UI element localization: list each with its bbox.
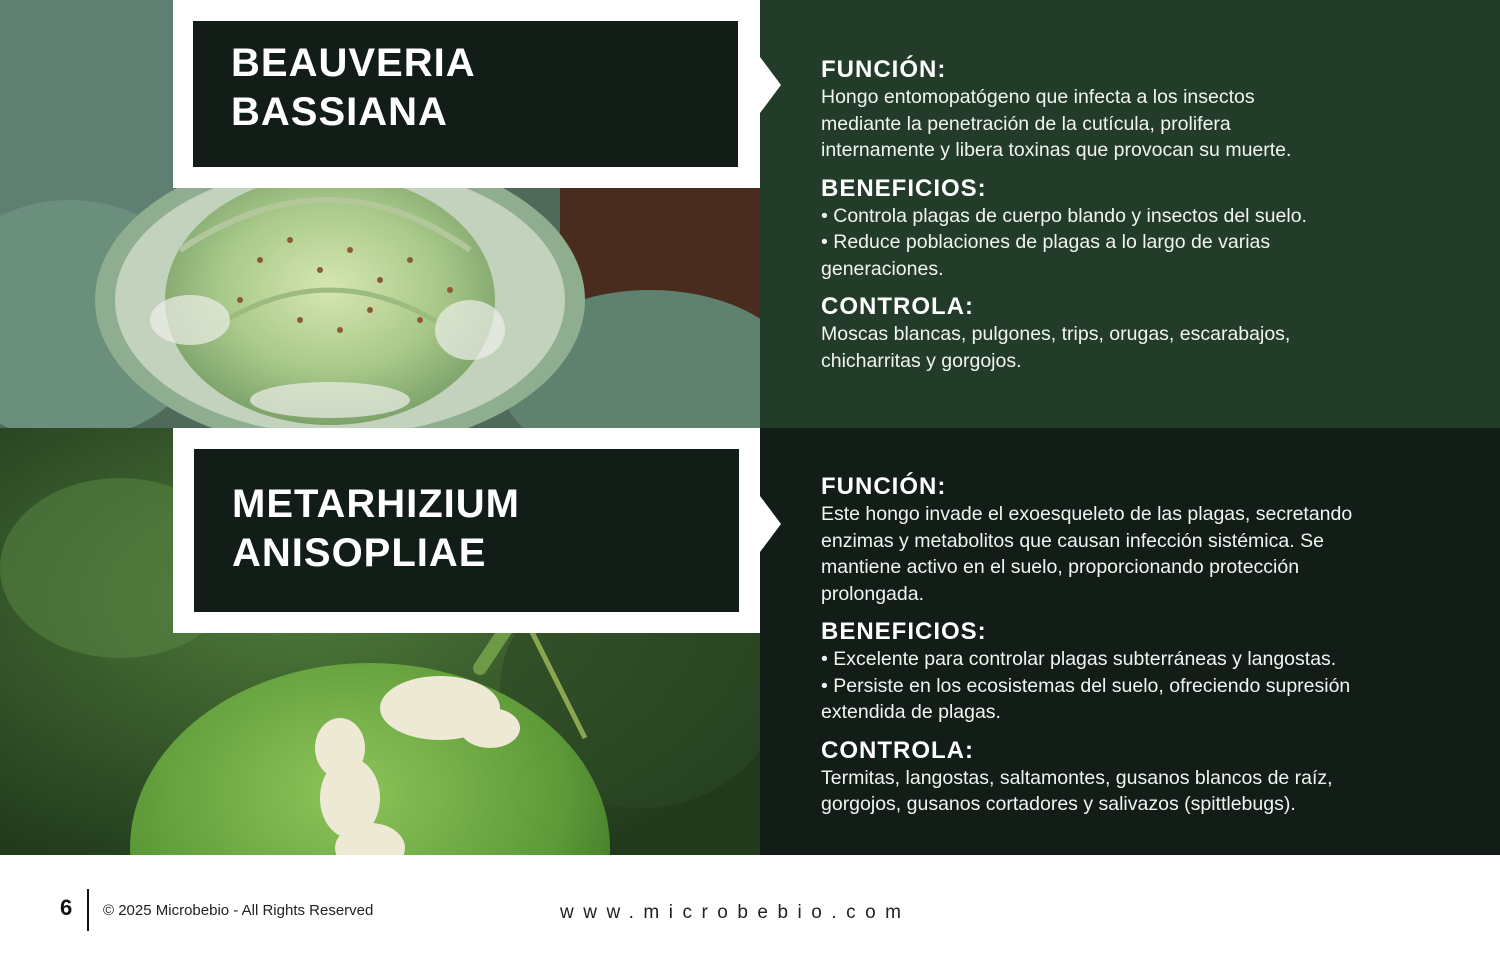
- controla-line: chicharritas y gorgojos.: [821, 349, 1022, 372]
- website-link[interactable]: www.microbebio.com: [560, 902, 911, 923]
- pointer-arrow: [760, 496, 781, 552]
- beneficios-heading: BENEFICIOS:: [821, 618, 987, 645]
- title-line: BASSIANA: [231, 90, 448, 134]
- funcion-line: enzimas y metabolitos que causan infección sistémica. Se: [821, 529, 1324, 552]
- funcion-heading: FUNCIÓN:: [821, 56, 947, 83]
- page-number: 6: [60, 895, 73, 920]
- funcion-line: Este hongo invade el exoesqueleto de las plagas, secretando: [821, 503, 1353, 525]
- funcion-line: prolongada.: [821, 582, 925, 605]
- beneficios-line: • Controla plagas de cuerpo blando y insectos del suelo.: [821, 204, 1307, 227]
- beneficios-heading: BENEFICIOS:: [821, 174, 987, 202]
- page-footer: [0, 855, 1500, 955]
- info-panel: [760, 0, 1500, 428]
- section-title: [232, 480, 520, 578]
- title-box: [194, 449, 739, 612]
- controla-line: Termitas, langostas, saltamontes, gusanos blancos de raíz,: [821, 766, 1333, 789]
- controla-text: [821, 765, 1441, 818]
- section-metarhizium: [0, 428, 1500, 855]
- beneficios-text: [821, 646, 1441, 726]
- beneficios-line: • Excelente para controlar plagas subterráneas y langostas.: [821, 648, 1337, 670]
- title-line: ANISOPLIAE: [232, 531, 487, 575]
- title-frame: [173, 428, 760, 633]
- funcion-line: internamente y libera toxinas que provocan su muerte.: [821, 139, 1292, 161]
- title-line: METARHIZIUM: [232, 482, 520, 526]
- info-content: [821, 56, 1441, 385]
- beneficios-line: extendida de plagas.: [821, 701, 1001, 723]
- funcion-text: [821, 84, 1441, 164]
- controla-heading: CONTROLA:: [821, 736, 974, 764]
- funcion-line: mantiene activo en el suelo, proporcionando protección: [821, 556, 1300, 578]
- info-content: [821, 473, 1441, 829]
- beneficios-line: • Persiste en los ecosistemas del suelo, ofreciendo supresión: [821, 674, 1351, 697]
- beneficios-line: • Reduce poblaciones de plagas a lo largo de varias: [821, 231, 1271, 253]
- beneficios-line: generaciones.: [821, 257, 944, 280]
- controla-line: Moscas blancas, pulgones, trips, orugas, escarabajos,: [821, 323, 1291, 345]
- beneficios-text: [821, 203, 1441, 283]
- footer-divider: [87, 889, 89, 931]
- pointer-arrow: [760, 57, 781, 113]
- title-box: [193, 21, 738, 167]
- controla-text: [821, 321, 1441, 374]
- funcion-text: [821, 501, 1441, 607]
- funcion-line: Hongo entomopatógeno que infecta a los insectos: [821, 86, 1255, 108]
- funcion-line: mediante la penetración de la cutícula, prolifera: [821, 112, 1231, 135]
- section-beauveria: [0, 0, 1500, 428]
- controla-line: gorgojos, gusanos cortadores y salivazos (spittlebugs).: [821, 793, 1296, 815]
- info-panel: [760, 428, 1500, 855]
- title-frame: [173, 0, 760, 188]
- title-line: BEAUVERIA: [231, 41, 476, 85]
- copyright-text: © 2025 Microbebio - All Rights Reserved: [103, 902, 374, 919]
- controla-heading: CONTROLA:: [821, 293, 974, 320]
- section-title: [231, 39, 476, 137]
- funcion-heading: FUNCIÓN:: [821, 473, 947, 500]
